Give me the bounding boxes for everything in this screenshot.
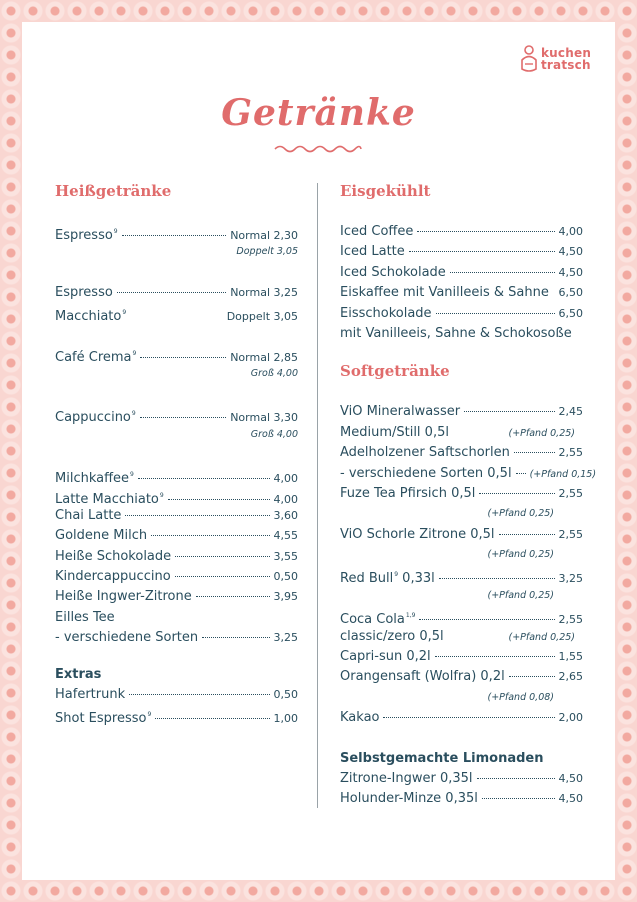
item-price: 2,55	[558, 446, 583, 460]
item-name: Heiße Ingwer-Zitrone	[55, 589, 192, 605]
item-name: Holunder-Minze 0,35l	[340, 790, 478, 806]
logo-line-1: kuchen	[541, 46, 592, 60]
item-name: Coca Cola$^{1,9}$	[340, 612, 416, 628]
menu-item	[340, 242, 583, 262]
logo-text	[541, 47, 591, 71]
item-price: Normal 3,25	[230, 285, 298, 299]
item-name: Zitrone-Ingwer 0,35l	[340, 770, 473, 786]
menu-item	[340, 667, 583, 687]
menu-item	[340, 769, 583, 789]
item-price: 3,95	[273, 590, 298, 604]
item-name: Shot Espresso$^9$	[55, 711, 152, 727]
item-price: 4,50	[558, 265, 583, 279]
leader-dots	[117, 292, 226, 293]
leader-dots	[138, 478, 270, 479]
item-price: 3,60	[273, 508, 298, 522]
leader-dots	[482, 798, 555, 799]
item-name: Iced Coffee	[340, 224, 414, 239]
item-name: Capri-sun 0,2l	[340, 649, 431, 665]
section-title-soft-drinks: Softgetränke	[340, 362, 450, 381]
item-name: Kakao	[340, 710, 380, 726]
menu-item	[55, 222, 298, 242]
menu-item	[55, 344, 298, 364]
item-price: 4,50	[558, 771, 583, 785]
item-price-alt: Doppelt 3,05	[236, 246, 298, 258]
section-title-hot-drinks: Heißgetränke	[55, 182, 172, 200]
menu-item	[340, 525, 583, 545]
section-title-lemonades: Selbstgemachte Limonaden	[340, 750, 544, 766]
menu-item	[340, 443, 583, 463]
item-name: Eilles Tee	[55, 609, 115, 625]
leader-dots	[151, 535, 269, 536]
leader-dots	[439, 578, 555, 579]
leader-dots	[175, 556, 269, 557]
logo-line-2: tratsch	[541, 58, 591, 72]
item-name: Medium/Still 0,5l	[340, 424, 449, 440]
item-price: 4,50	[558, 791, 583, 805]
item-price: Normal 2,85	[230, 350, 298, 364]
item-price: 1,55	[558, 650, 583, 664]
right-column	[340, 180, 597, 809]
item-price: 0,50	[273, 687, 298, 701]
item-name: - verschiedene Sorten 0,5l	[340, 465, 512, 481]
item-price-alt: Groß 4,00	[250, 428, 298, 440]
item-price: 4,50	[558, 245, 583, 259]
menu-item	[55, 685, 298, 705]
leader-dots	[516, 473, 526, 474]
menu-item	[340, 304, 583, 324]
leader-dots	[450, 272, 555, 273]
leader-dots	[514, 452, 555, 453]
item-description: mit Vanilleeis, Sahne & Schokosoße	[340, 325, 572, 341]
item-price: 4,00	[273, 492, 298, 506]
item-name: classic/zero 0,5l	[340, 628, 444, 644]
item-price: 2,55	[558, 486, 583, 500]
menu-item	[55, 608, 298, 628]
menu-item	[340, 423, 583, 443]
menu-item	[55, 506, 298, 526]
deposit-note: (+Pfand 0,15)	[529, 468, 597, 480]
section-title-iced: Eisgekühlt	[340, 182, 431, 200]
item-name: Eiskaffee mit Vanilleeis & Sahne	[340, 285, 549, 301]
menu-item	[55, 547, 298, 567]
leader-dots	[196, 596, 270, 597]
leader-dots	[509, 676, 555, 677]
menu-item	[55, 526, 298, 546]
item-name: Adelholzener Saftschorlen	[340, 445, 510, 461]
item-price: 0,50	[273, 570, 298, 584]
item-name: Red Bull$^9$ 0,33l	[340, 571, 435, 587]
column-divider	[317, 183, 318, 808]
deposit-note: (+Pfand 0,08)	[487, 691, 554, 703]
menu-item	[340, 484, 583, 504]
item-price: Doppelt 3,05	[226, 310, 298, 324]
item-name: Espresso	[55, 284, 113, 300]
item-name: Hafertrunk	[55, 686, 126, 702]
item-price: 3,25	[558, 572, 583, 586]
menu-item	[55, 465, 298, 485]
item-price: 2,65	[558, 670, 583, 684]
menu-item	[340, 647, 583, 667]
item-name: Chai Latte	[55, 507, 122, 523]
item-price: 2,55	[558, 527, 583, 541]
leader-dots	[175, 576, 270, 577]
item-price: Normal 2,30	[230, 229, 298, 242]
menu-item	[55, 705, 298, 725]
item-name: Milchkaffee$^9$	[55, 471, 134, 487]
deposit-note: (+Pfand 0,25)	[487, 549, 554, 561]
menu-item	[55, 404, 298, 424]
item-name: ViO Mineralwasser	[340, 404, 461, 420]
item-name: Kindercappuccino	[55, 569, 171, 585]
leader-dots	[419, 619, 554, 620]
deposit-note: (+Pfand 0,25)	[487, 589, 554, 601]
menu-item	[55, 283, 298, 303]
menu-item	[55, 628, 298, 648]
deposit-note: (+Pfand 0,25)	[508, 631, 575, 643]
item-price: 2,00	[558, 711, 583, 725]
menu-item	[340, 606, 583, 626]
item-price: 4,00	[273, 472, 298, 486]
item-name: Fuze Tea Pfirsich 0,5l	[340, 485, 476, 501]
menu-item	[55, 303, 298, 323]
menu-item	[340, 263, 583, 283]
item-name: Orangensaft (Wolfra) 0,2l	[340, 669, 505, 685]
item-price: 6,50	[558, 306, 583, 320]
item-name: ViO Schorle Zitrone 0,5l	[340, 526, 495, 542]
menu-item	[340, 402, 583, 422]
deposit-note: (+Pfand 0,25)	[487, 508, 554, 520]
menu-item	[340, 222, 583, 242]
leader-dots	[168, 499, 270, 500]
item-price: 4,55	[273, 529, 298, 543]
leader-dots	[125, 515, 269, 516]
item-name: Latte Macchiato$^9$	[55, 491, 164, 507]
menu-item	[340, 789, 583, 809]
menu-item	[55, 486, 298, 506]
item-name: Cappuccino$^9$	[55, 410, 136, 426]
item-price: 4,00	[558, 225, 583, 238]
cake-icon	[520, 44, 538, 74]
leader-dots	[202, 637, 269, 638]
menu-item	[340, 283, 583, 303]
menu-item	[55, 587, 298, 607]
item-name: Macchiato$^9$	[55, 309, 127, 325]
item-name: Café Crema$^9$	[55, 349, 137, 365]
item-price: 2,55	[558, 613, 583, 627]
leader-dots	[383, 717, 554, 718]
menu-item	[340, 627, 583, 647]
section-title-extras: Extras	[55, 666, 102, 682]
item-name: Espresso$^9$	[55, 228, 118, 243]
leader-dots	[499, 534, 555, 535]
leader-dots	[477, 778, 555, 779]
item-price: 6,50	[558, 286, 583, 300]
page-title: Getränke	[221, 92, 416, 134]
leader-dots	[155, 718, 269, 719]
leader-dots	[436, 313, 555, 314]
item-name: Iced Latte	[340, 244, 405, 260]
leader-dots	[129, 694, 269, 695]
leader-dots	[479, 493, 554, 494]
item-name: Heiße Schokolade	[55, 548, 172, 564]
leader-dots	[435, 656, 555, 657]
leader-dots	[140, 417, 226, 418]
item-name: Iced Schokolade	[340, 264, 446, 280]
leader-dots	[122, 235, 227, 236]
menu-item	[340, 565, 583, 585]
wave-ornament	[273, 143, 363, 155]
item-name: - verschiedene Sorten	[55, 630, 199, 646]
item-price: 1,00	[273, 712, 298, 726]
left-column	[55, 180, 298, 725]
logo	[520, 44, 591, 74]
leader-dots	[409, 251, 555, 252]
leader-dots	[464, 411, 554, 412]
menu-item	[340, 464, 597, 484]
leader-dots	[140, 357, 226, 358]
item-price: 2,45	[558, 405, 583, 419]
leader-dots	[417, 231, 554, 232]
menu-item	[340, 708, 583, 728]
item-price: 3,55	[273, 549, 298, 563]
item-price-alt: Groß 4,00	[250, 367, 298, 379]
deposit-note: (+Pfand 0,25)	[508, 427, 575, 439]
item-price: 3,25	[273, 631, 298, 645]
item-price: Normal 3,30	[230, 411, 298, 425]
item-name: Goldene Milch	[55, 528, 148, 544]
item-name: Eisschokolade	[340, 305, 432, 321]
menu-item	[55, 567, 298, 587]
